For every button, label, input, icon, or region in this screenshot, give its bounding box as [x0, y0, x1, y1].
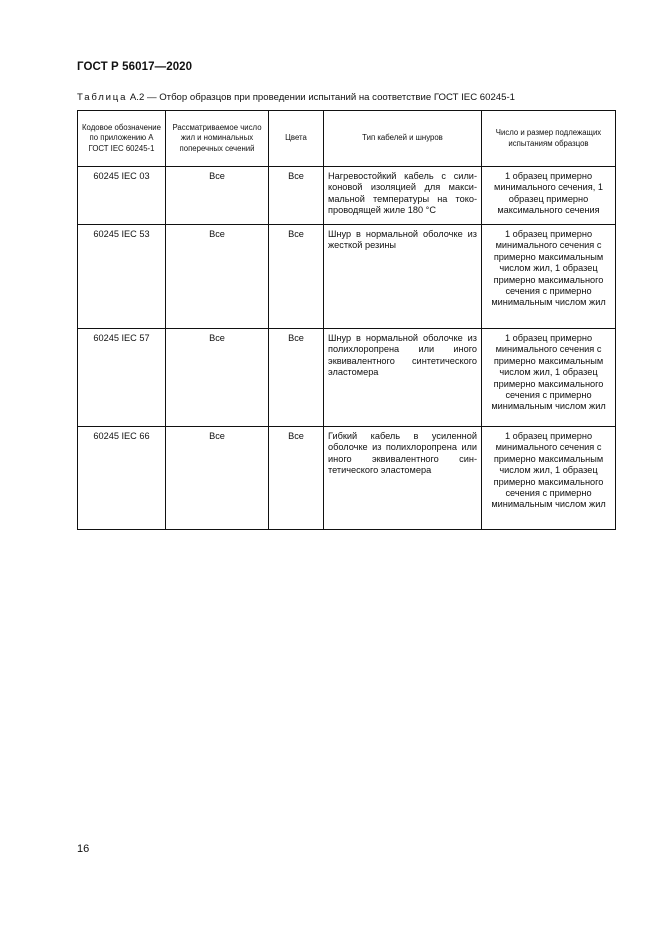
table-caption [77, 92, 515, 103]
cell-type: Гибкий кабель в усиленной оболочке из полихлоропрена или иного эквивалентного синтетического эластомера [324, 427, 482, 530]
header-samples: Число и размер подлежащих испытаниям образцов [482, 111, 616, 167]
cell-colors: Все [269, 225, 324, 329]
cell-samples: 1 образец примерно минимального сечения, 1 образец примерно максимального сечения [482, 167, 616, 225]
table-row [78, 329, 616, 427]
cell-code: 60245 IEC 66 [78, 427, 166, 530]
cell-colors: Все [269, 167, 324, 225]
table-header-row [78, 111, 616, 167]
caption-text: А.2 — Отбор образцов при проведении испытаний на соответствие ГОСТ IEC 60245-1 [127, 92, 515, 103]
cell-cores: Все [166, 167, 269, 225]
cell-type: Шнур в нормальной оболочке из полихлоропрена или иного эквивалентного синтетического эластомера [324, 329, 482, 427]
table-row [78, 225, 616, 329]
page-number: 16 [77, 843, 90, 855]
cell-code: 60245 IEC 57 [78, 329, 166, 427]
cell-samples: 1 образец примерно минимального сечения с примерно максимальным числом жил, 1 образец примерно максимального сечения с примерно минимальным числом жил [482, 329, 616, 427]
caption-prefix: Таблица [77, 92, 128, 103]
header-colors: Цвета [269, 111, 324, 167]
cell-type: Шнур в нормальной оболочке из жесткой резины [324, 225, 482, 329]
cell-code: 60245 IEC 03 [78, 167, 166, 225]
cell-cores: Все [166, 427, 269, 530]
cell-code: 60245 IEC 53 [78, 225, 166, 329]
cell-cores: Все [166, 225, 269, 329]
cell-colors: Все [269, 427, 324, 530]
table-row [78, 427, 616, 530]
header-cores: Рассматриваемое число жил и номинальных поперечных сечений [166, 111, 269, 167]
table-row [78, 167, 616, 225]
header-type: Тип кабелей и шнуров [324, 111, 482, 167]
sampling-table [77, 110, 616, 530]
header-code: Кодовое обозначение по приложению А ГОСТ IEC 60245-1 [78, 111, 166, 167]
document-code: ГОСТ Р 56017—2020 [77, 61, 193, 73]
cell-colors: Все [269, 329, 324, 427]
cell-cores: Все [166, 329, 269, 427]
cell-samples: 1 образец примерно минимального сечения с примерно максимальным числом жил, 1 образец примерно максимального сечения с примерно минимальным числом жил [482, 427, 616, 530]
cell-type: Нагревостойкий кабель с силиконовой изоляцией для максимальной температуры на токопроводящей жиле 180 °C [324, 167, 482, 225]
cell-samples: 1 образец примерно минимального сечения с примерно максимальным числом жил, 1 образец примерно максимального сечения с примерно минимальным числом жил [482, 225, 616, 329]
